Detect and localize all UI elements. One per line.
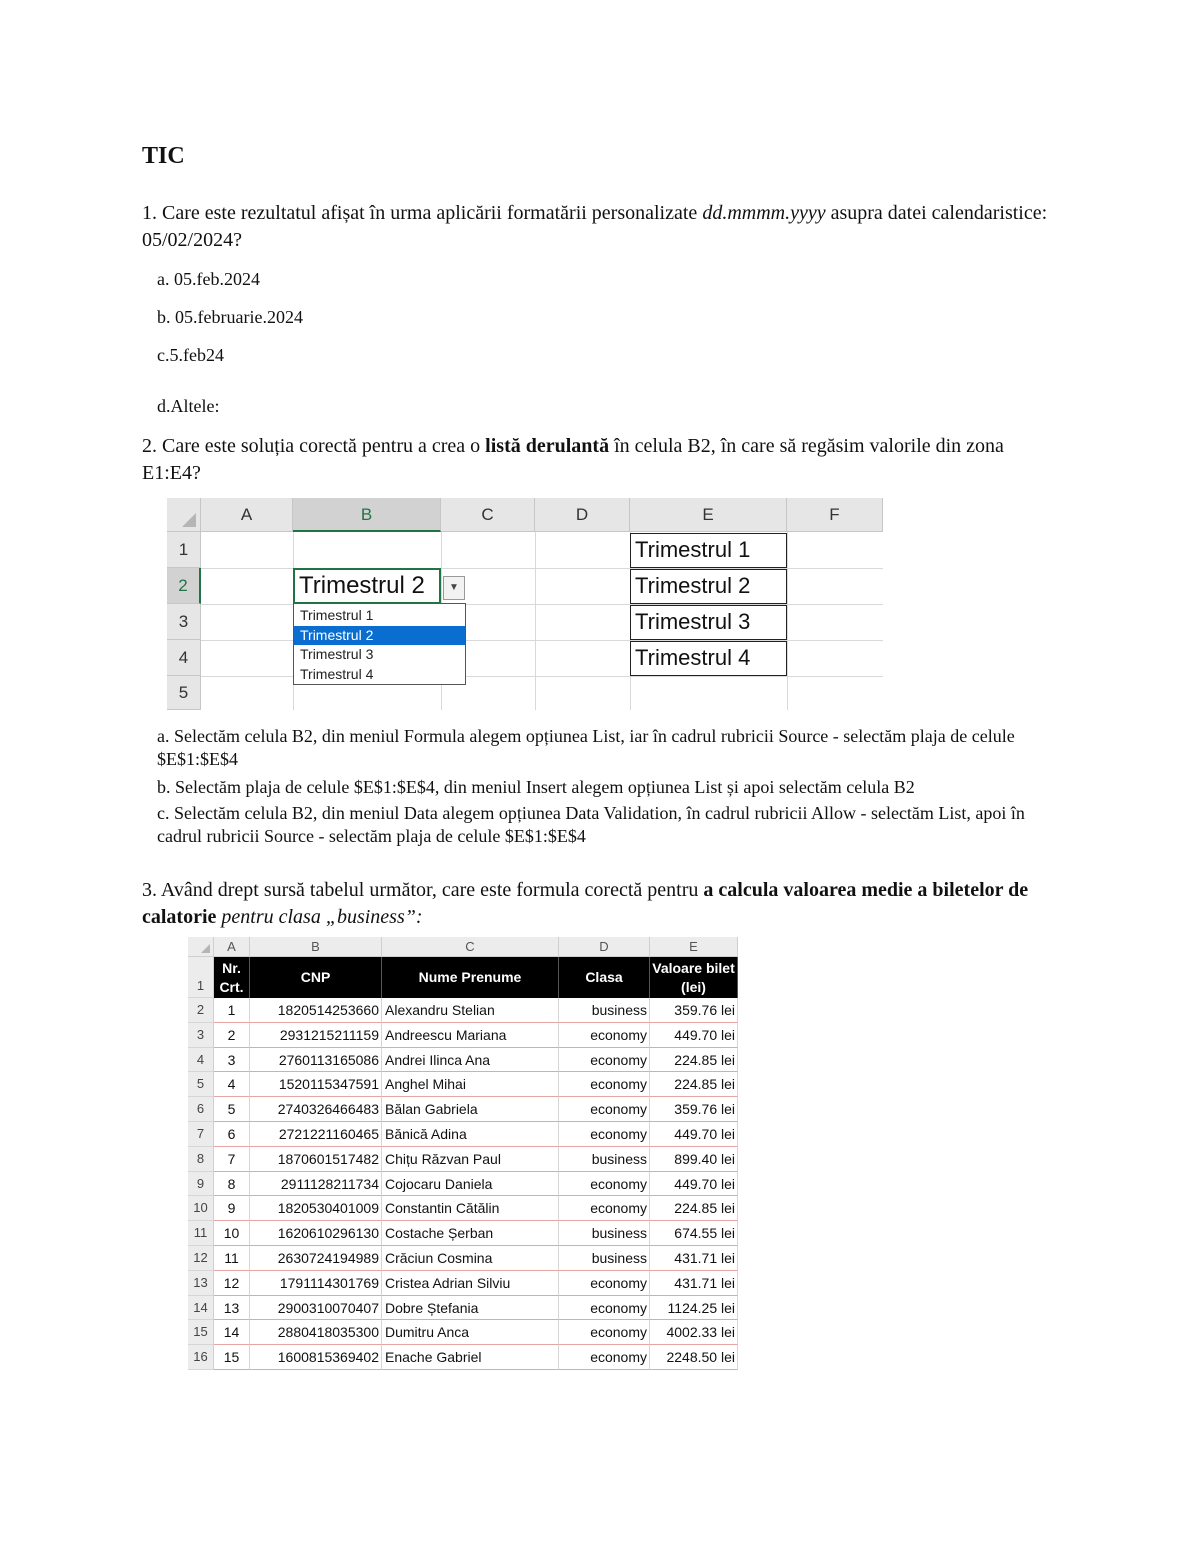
cell-nume: Dobre Ștefania — [382, 1296, 559, 1321]
dropdown-item: Trimestrul 4 — [300, 665, 374, 682]
row-header: 3 — [188, 1023, 214, 1048]
col-header-e: E — [630, 498, 787, 532]
grid-line — [535, 532, 536, 710]
question-1 — [142, 200, 1062, 254]
cell-nr: 3 — [214, 1048, 250, 1073]
cell-valoare: 1124.25 lei — [650, 1296, 738, 1321]
cell-nr: 12 — [214, 1271, 250, 1296]
cell-clasa: business — [559, 1221, 650, 1246]
cell-cnp: 2931215211159 — [250, 1023, 382, 1048]
dropdown-item: Trimestrul 1 — [300, 607, 374, 623]
cell-nr: 10 — [214, 1221, 250, 1246]
row-header-5: 5 — [167, 676, 201, 710]
row-header: 4 — [188, 1048, 214, 1073]
cell-b2: Trimestrul 2 — [293, 568, 441, 604]
cell-nume: Anghel Mihai — [382, 1072, 559, 1097]
cell-cnp: 1600815369402 — [250, 1345, 382, 1370]
question-3 — [142, 877, 1062, 931]
cell-nr: 5 — [214, 1097, 250, 1122]
col-header-d: D — [559, 937, 650, 957]
cell-e1: Trimestrul 1 — [630, 533, 787, 568]
q2-text-after: în celula B2, în care să regăsim valorile din zona E1:E4? — [142, 435, 1004, 484]
col-header-a: A — [201, 498, 293, 532]
cell-clasa: economy — [559, 1023, 650, 1048]
cell-clasa: business — [559, 1147, 650, 1172]
cell-cnp: 2740326466483 — [250, 1097, 382, 1122]
dropdown-list — [293, 603, 466, 685]
row-header: 15 — [188, 1320, 214, 1345]
cell-cnp: 2760113165086 — [250, 1048, 382, 1073]
cell-nume: Cristea Adrian Silviu — [382, 1271, 559, 1296]
cell-nume: Dumitru Anca — [382, 1320, 559, 1345]
row-header: 5 — [188, 1072, 214, 1097]
cell-valoare: 359.76 lei — [650, 1097, 738, 1122]
dropdown-item: Trimestrul 3 — [300, 646, 374, 662]
dropdown-sheet-screenshot — [167, 498, 883, 710]
q2-option-b: b. Selectăm plaja de celule $E$1:$E$4, din meniul Insert alegem opțiunea List și apoi selectăm celula B2 — [157, 777, 915, 797]
header-nr-crt: Nr. Crt. — [214, 957, 250, 998]
row-header: 8 — [188, 1147, 214, 1172]
q3-text-before: 3. Având drept sursă tabelul următor, care este formula corectă pentru — [142, 879, 704, 901]
cell-valoare: 4002.33 lei — [650, 1320, 738, 1345]
cell-cnp: 1620610296130 — [250, 1221, 382, 1246]
col-header-a: A — [214, 937, 250, 957]
col-header-c: C — [441, 498, 535, 532]
row-header-3: 3 — [167, 604, 201, 640]
cell-nume: Cojocaru Daniela — [382, 1172, 559, 1197]
q2-bold: listă derulantă — [485, 435, 610, 457]
cell-valoare: 431.71 lei — [650, 1271, 738, 1296]
cell-nume: Constantin Cătălin — [382, 1196, 559, 1221]
row-header-2: 2 — [167, 568, 201, 604]
row-header: 6 — [188, 1097, 214, 1122]
row-header: 16 — [188, 1345, 214, 1370]
cell-clasa: economy — [559, 1345, 650, 1370]
col-header-c: C — [382, 937, 559, 957]
cell-valoare: 359.76 lei — [650, 998, 738, 1023]
cell-nr: 4 — [214, 1072, 250, 1097]
cell-nr: 1 — [214, 998, 250, 1023]
cell-nr: 2 — [214, 1023, 250, 1048]
cell-cnp: 2721221160465 — [250, 1122, 382, 1147]
row-header-4: 4 — [167, 640, 201, 676]
tickets-sheet-screenshot — [188, 937, 738, 1368]
select-all-corner — [167, 498, 201, 532]
cell-cnp: 2880418035300 — [250, 1320, 382, 1345]
cell-nr: 8 — [214, 1172, 250, 1197]
dropdown-item-selected: Trimestrul 2 — [294, 626, 465, 646]
cell-valoare: 224.85 lei — [650, 1048, 738, 1073]
cell-nume: Crăciun Cosmina — [382, 1246, 559, 1271]
cell-nr: 15 — [214, 1345, 250, 1370]
cell-valoare: 449.70 lei — [650, 1023, 738, 1048]
cell-e4: Trimestrul 4 — [630, 641, 787, 676]
row-header: 13 — [188, 1271, 214, 1296]
cell-valoare: 449.70 lei — [650, 1172, 738, 1197]
cell-nr: 14 — [214, 1320, 250, 1345]
row-header-1: 1 — [188, 957, 214, 998]
row-header: 9 — [188, 1172, 214, 1197]
cell-cnp: 1820514253660 — [250, 998, 382, 1023]
cell-clasa: economy — [559, 1048, 650, 1073]
q3-bold: a calcula valoarea medie a biletelor de calatorie — [142, 879, 1029, 928]
cell-clasa: economy — [559, 1172, 650, 1197]
cell-nr: 6 — [214, 1122, 250, 1147]
cell-cnp: 1870601517482 — [250, 1147, 382, 1172]
cell-clasa: economy — [559, 1271, 650, 1296]
col-header-b: B — [250, 937, 382, 957]
cell-nume: Andrei Ilinca Ana — [382, 1048, 559, 1073]
cell-nr: 9 — [214, 1196, 250, 1221]
cell-clasa: economy — [559, 1196, 650, 1221]
cell-cnp: 1791114301769 — [250, 1271, 382, 1296]
row-header: 11 — [188, 1221, 214, 1246]
cell-valoare: 224.85 lei — [650, 1072, 738, 1097]
q2-option-a: a. Selectăm celula B2, din meniul Formula alegem opțiunea List, iar în cadrul rubricii Source - selectăm plaja de celule $E$1:$E$4 — [157, 726, 1015, 769]
cell-clasa: economy — [559, 1097, 650, 1122]
cell-clasa: business — [559, 1246, 650, 1271]
cell-nume: Andreescu Mariana — [382, 1023, 559, 1048]
row-header: 14 — [188, 1296, 214, 1321]
q1-option-b: b. 05.februarie.2024 — [157, 307, 303, 327]
cell-e2: Trimestrul 2 — [630, 569, 787, 604]
cell-nume: Chițu Răzvan Paul — [382, 1147, 559, 1172]
row-header: 7 — [188, 1122, 214, 1147]
q1-text-after: asupra datei calendaristice: 05/02/2024? — [142, 202, 1048, 251]
cell-nume: Alexandru Stelian — [382, 998, 559, 1023]
col-header-e: E — [650, 937, 738, 957]
header-nume-prenume: Nume Prenume — [382, 957, 559, 998]
question-2 — [142, 433, 1062, 487]
q1-option-a: a. 05.feb.2024 — [157, 269, 260, 289]
col-header-f: F — [787, 498, 883, 532]
cell-clasa: economy — [559, 1296, 650, 1321]
cell-valoare: 224.85 lei — [650, 1196, 738, 1221]
cell-nume: Costache Șerban — [382, 1221, 559, 1246]
grid-line — [787, 532, 788, 710]
cell-cnp: 1820530401009 — [250, 1196, 382, 1221]
cell-clasa: business — [559, 998, 650, 1023]
cell-cnp: 1520115347591 — [250, 1072, 382, 1097]
cell-cnp: 2630724194989 — [250, 1246, 382, 1271]
row-header: 10 — [188, 1196, 214, 1221]
col-header-b: B — [293, 498, 441, 532]
document-title: TIC — [142, 143, 185, 169]
cell-valoare: 899.40 lei — [650, 1147, 738, 1172]
row-header: 2 — [188, 998, 214, 1023]
q2-option-c: c. Selectăm celula B2, din meniul Data alegem opțiunea Data Validation, în cadrul rubricii Allow - selectăm List, apoi în cadrul rubricii Source - selectăm plaja de celule $E$1:$E$4 — [157, 803, 1025, 846]
q2-text-before: 2. Care este soluția corectă pentru a crea o — [142, 435, 486, 457]
cell-clasa: economy — [559, 1072, 650, 1097]
cell-cnp: 2900310070407 — [250, 1296, 382, 1321]
cell-nume: Bănică Adina — [382, 1122, 559, 1147]
cell-nr: 11 — [214, 1246, 250, 1271]
q1-option-c: c.5.feb24 — [157, 345, 224, 365]
cell-nr: 7 — [214, 1147, 250, 1172]
cell-nr: 13 — [214, 1296, 250, 1321]
row-header-1: 1 — [167, 532, 201, 568]
q3-italic: pentru clasa „business”: — [216, 906, 423, 928]
row-header: 12 — [188, 1246, 214, 1271]
cell-clasa: economy — [559, 1320, 650, 1345]
q1-option-d: d.Altele: — [157, 396, 220, 416]
cell-e3: Trimestrul 3 — [630, 605, 787, 640]
q1-text-before: 1. Care este rezultatul afișat în urma aplicării formatării personalizate — [142, 202, 703, 224]
cell-valoare: 2248.50 lei — [650, 1345, 738, 1370]
cell-clasa: economy — [559, 1122, 650, 1147]
select-all-corner — [188, 937, 214, 957]
cell-valoare: 674.55 lei — [650, 1221, 738, 1246]
cell-valoare: 431.71 lei — [650, 1246, 738, 1271]
cell-cnp: 2911128211734 — [250, 1172, 382, 1197]
col-header-d: D — [535, 498, 630, 532]
header-clasa: Clasa — [559, 957, 650, 998]
header-cnp: CNP — [250, 957, 382, 998]
header-valoare-bilet: Valoare bilet (lei) — [650, 957, 738, 998]
dropdown-arrow-icon: ▼ — [443, 576, 465, 600]
q1-format: dd.mmmm.yyyy — [702, 202, 826, 224]
cell-nume: Enache Gabriel — [382, 1345, 559, 1370]
cell-nume: Bălan Gabriela — [382, 1097, 559, 1122]
cell-valoare: 449.70 lei — [650, 1122, 738, 1147]
